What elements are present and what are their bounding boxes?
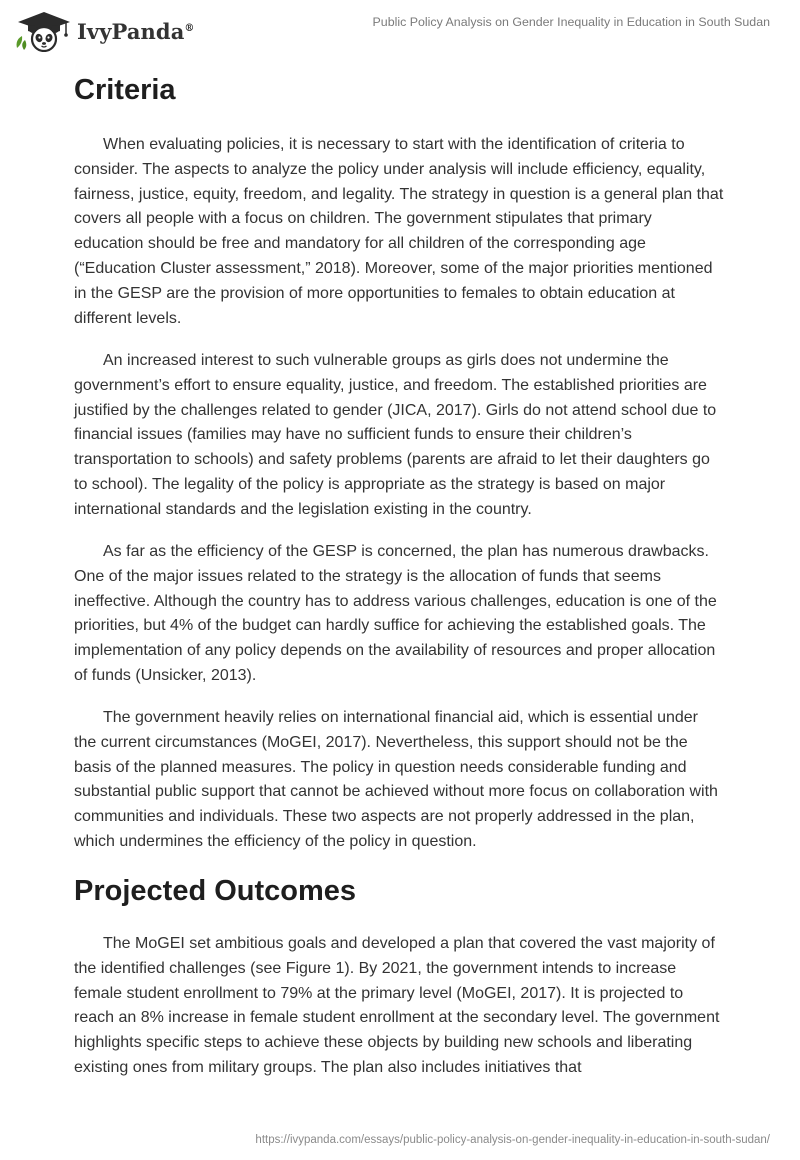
section-heading: Criteria (74, 74, 176, 106)
paragraph (74, 706, 724, 855)
article-section-projected-outcomes (74, 873, 724, 909)
paragraph-text: The MoGEI set ambitious goals and developed a plan that covered the vast majority of the identified challenges (see Figure 1). By 2021, the government intends to increase female student enrollment to 79% at the primary level (MoGEI, 2017). It is projected to reach an 8% increase in female student enrollment at the secondary level. The government highlights specific steps to achieve these objects by building new schools and liberating existing ones from military groups. The plan also includes initiatives that (74, 935, 720, 1076)
ivypanda-logo[interactable] (14, 10, 195, 52)
source-url[interactable]: https://ivypanda.com/essays/public-policy-analysis-on-gender-inequality-in-education-in-south-sudan/ (255, 1134, 770, 1146)
paragraph-text: As far as the efficiency of the GESP is concerned, the plan has numerous drawbacks. One of the major issues related to the strategy is the allocation of funds that seems ineffective. Although the country has to address various challenges, education is one of the priorities, but 4% of the budget can hardly suffice for achieving the established goals. The implementation of any policy depends on the availability of resources and proper allocation of funds (Unsicker, 2013). (74, 543, 717, 684)
panda-graduate-icon (14, 10, 70, 52)
paragraph (74, 540, 724, 689)
document-title: Public Policy Analysis on Gender Inequality in Education in South Sudan (372, 15, 770, 29)
section-heading: Projected Outcomes (74, 875, 357, 907)
paragraph-text: When evaluating policies, it is necessary to start with the identification of criteria to consider. The aspects to analyze the policy under analysis will include efficiency, equality, fairness, justice, equity, freedom, and legality. The strategy in question is a general plan that covers all people with a focus on children. The government stipulates that primary education should be free and mandatory for all children of the corresponding age (“Education Cluster assessment,” 2018). Moreover, some of the major priorities mentioned in the GESP are the provision of more opportunities to females to obtain education at different levels. (74, 136, 724, 327)
paragraph (74, 932, 724, 1081)
paragraph-text: An increased interest to such vulnerable groups as girls does not undermine the government’s effort to ensure equality, justice, and freedom. The established priorities are justified by the challenges related to gender (JICA, 2017). Girls do not attend school due to financial issues (families may have no sufficient funds to ensure their children’s transportation to schools) and safety problems (parents are afraid to let their daughters go to school). The legality of the policy is appropriate as the strategy is based on major international standards and the legislation existing in the country. (74, 352, 717, 518)
page-header (0, 0, 800, 60)
paragraph-text: The government heavily relies on international financial aid, which is essential under the current circumstances (MoGEI, 2017). Nevertheless, this support should not be the basis of the planned measures. The policy in question needs considerable funding and substantial public support that cannot be achieved without more focus on collaboration with communities and individuals. These two aspects are not properly addressed in the plan, which undermines the efficiency of the policy in question. (74, 709, 718, 850)
brand-name: IvyPanda® (77, 18, 195, 44)
article-section-criteria (74, 72, 724, 108)
paragraph (74, 133, 724, 331)
paragraph (74, 349, 724, 523)
